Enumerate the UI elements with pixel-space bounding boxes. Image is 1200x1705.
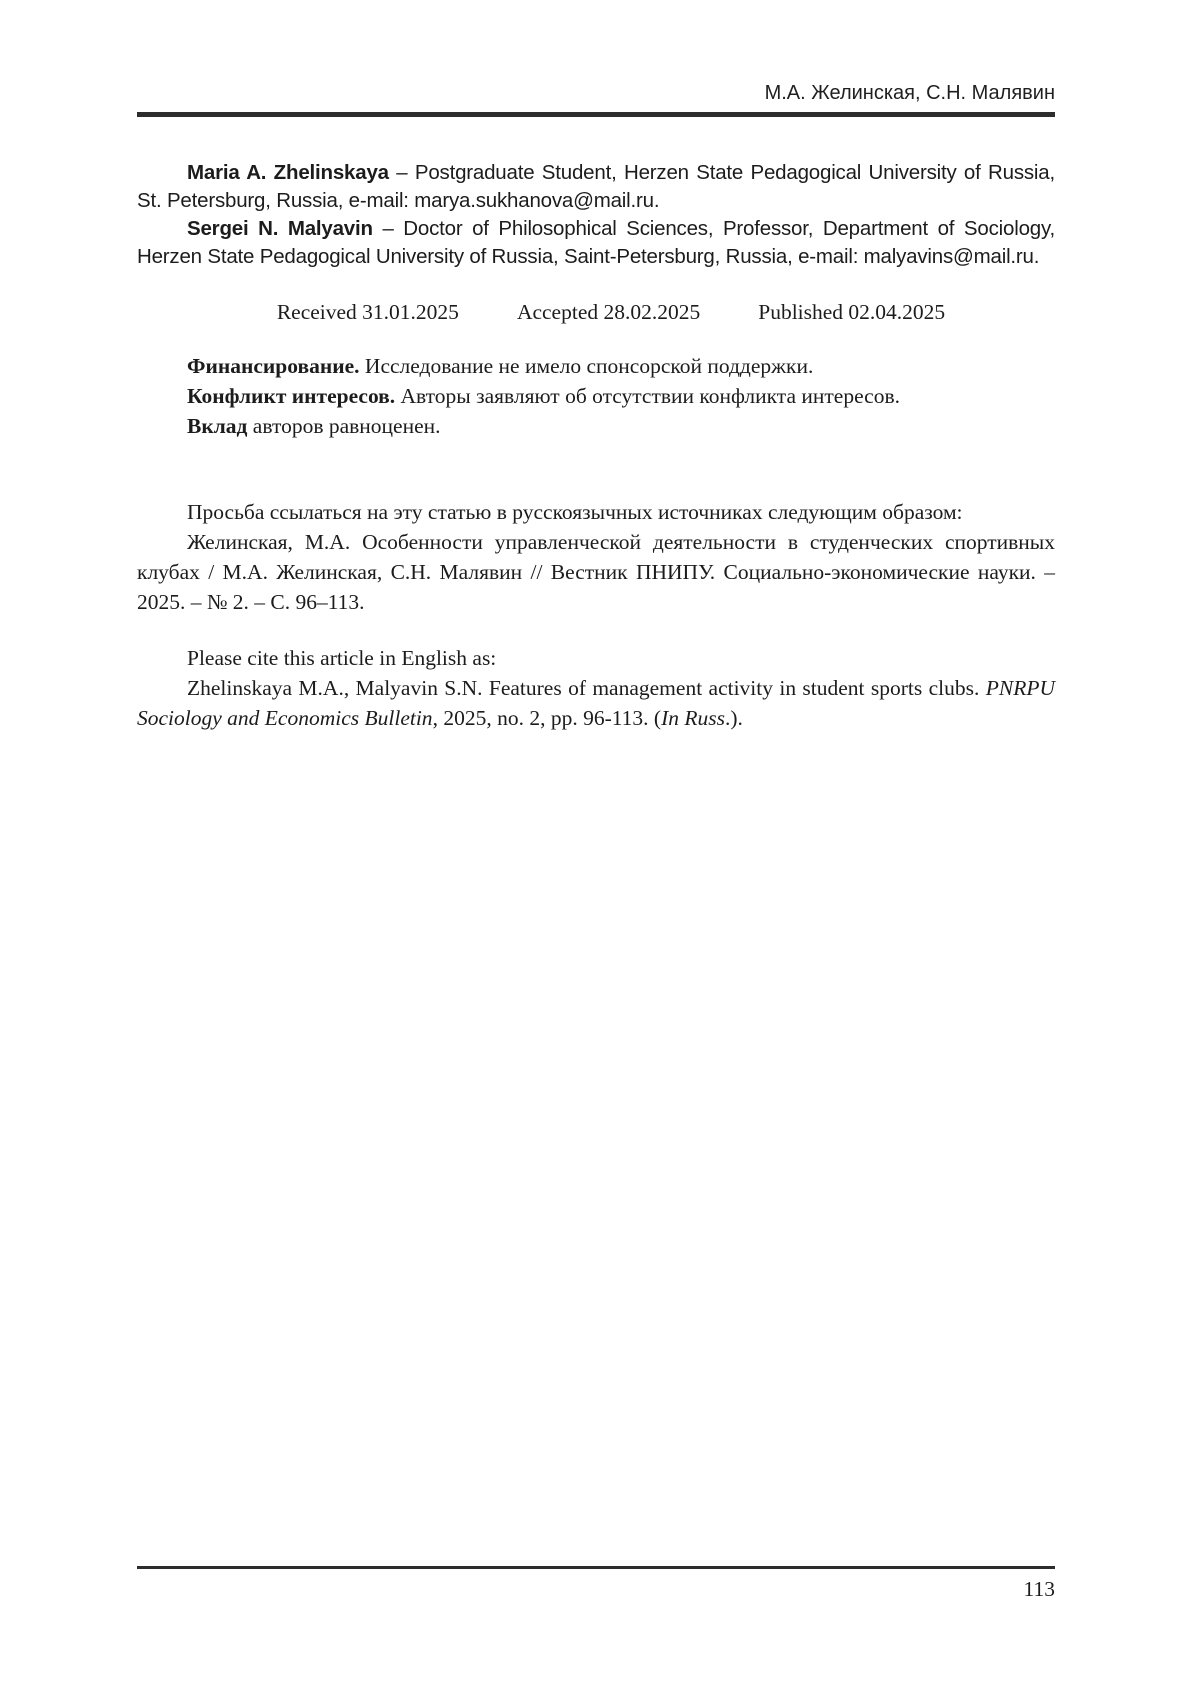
note-conflict-text: Авторы заявляют об отсутствии конфликта интересов. <box>395 384 900 408</box>
citation-en-journal: PNRPU Sociology and Economics Bulletin <box>137 676 1055 730</box>
note-conflict <box>137 381 1055 411</box>
author-bio-zhelinskaya <box>137 159 1055 215</box>
citation-en-in-russ: In Russ <box>661 706 725 730</box>
author-block <box>137 159 1055 271</box>
author-info-malyavin: – Doctor of Philosophical Sciences, Professor, Department of Sociology, Herzen State Pedagogical University of Russia, Saint-Petersburg, Russia, e-mail: malyavins@mail.ru. <box>137 217 1055 268</box>
article-dates-row <box>137 297 1055 327</box>
date-published: Published 02.04.2025 <box>758 300 946 324</box>
date-accepted: Accepted 28.02.2025 <box>516 300 701 324</box>
citation-ru-block <box>137 497 1055 617</box>
citation-en-text <box>137 673 1055 733</box>
author-bio-malyavin <box>137 215 1055 271</box>
note-funding <box>137 351 1055 381</box>
page-number: 113 <box>1023 1577 1055 1601</box>
citation-en-block <box>137 643 1055 733</box>
date-received: Received 31.01.2025 <box>276 300 459 324</box>
citation-ru-intro: Просьба ссылаться на эту статью в русскоязычных источниках следующим образом: <box>187 500 963 524</box>
page-footer <box>137 1566 1055 1603</box>
author-name-malyavin: Sergei N. Malyavin <box>187 217 373 240</box>
note-funding-lead: Финансирование. <box>187 354 360 378</box>
citation-en-intro: Please cite this article in English as: <box>187 646 497 670</box>
author-info-zhelinskaya: – Postgraduate Student, Herzen State Pedagogical University of Russia, St. Petersburg, Russia, e-mail: marya.sukhanova@mail.ru. <box>137 161 1055 212</box>
header-rule <box>137 112 1055 117</box>
citation-en-part2: , 2025, no. 2, pp. 96-113. ( <box>432 706 662 730</box>
note-contribution <box>137 411 1055 441</box>
author-name-zhelinskaya: Maria A. Zhelinskaya <box>187 161 389 184</box>
citation-en-part1: Zhelinskaya M.A., Malyavin S.N. Features of management activity in student sports clubs. <box>187 676 986 700</box>
page-content <box>0 80 1200 733</box>
citation-en-part3: .). <box>725 706 743 730</box>
note-conflict-lead: Конфликт интересов. <box>187 384 396 408</box>
citation-ru-text: Желинская, М.А. Особенности управленческой деятельности в студенческих спортивных клубах / М.А. Желинская, С.Н. Малявин // Вестник ПНИПУ. Социально-экономические науки. – 2025. – № 2. – С. 96–113. <box>137 530 1055 614</box>
note-contribution-lead: Вклад <box>187 414 248 438</box>
footer-rule <box>137 1566 1055 1569</box>
note-funding-text: Исследование не имело спонсорской поддержки. <box>359 354 814 378</box>
note-contribution-text: авторов равноценен. <box>247 414 441 438</box>
running-header: М.А. Желинская, С.Н. Малявин <box>764 82 1055 104</box>
notes-block <box>137 351 1055 441</box>
